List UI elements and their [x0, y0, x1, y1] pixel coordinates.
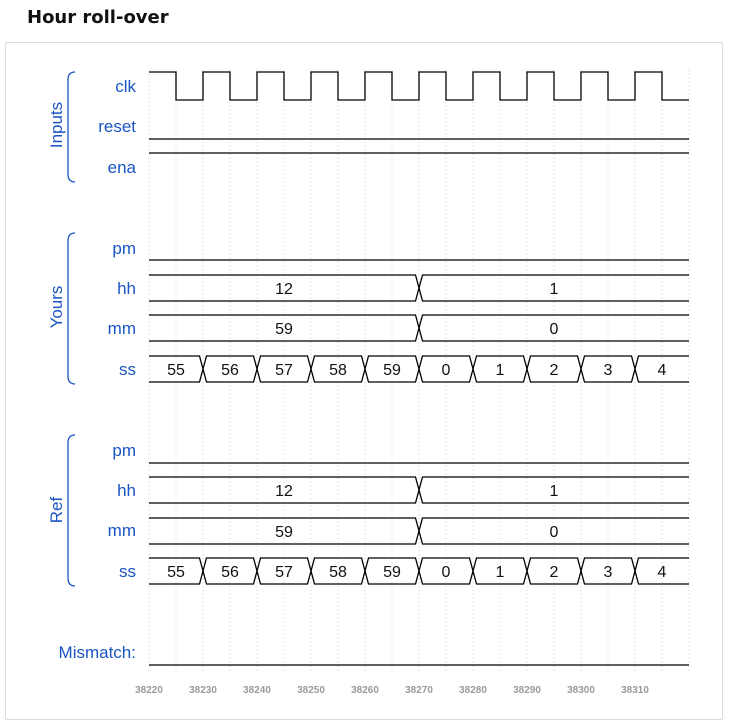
time-tick-38240: 38240 — [243, 685, 271, 696]
signal-label-yours-hh: hh — [117, 279, 136, 298]
wave-clk — [149, 72, 689, 100]
wave-yours-mm-value-1: 0 — [549, 321, 559, 338]
signal-label-ref-pm: pm — [112, 441, 136, 460]
signal-label-yours-pm: pm — [112, 239, 136, 258]
wave-ref-ss-value-6: 1 — [495, 564, 505, 581]
time-tick-38220: 38220 — [135, 685, 163, 696]
wave-yours-ss-value-5: 0 — [441, 362, 451, 379]
wave-yours-hh-value-1: 1 — [549, 281, 559, 298]
wave-ref-mm-value-0: 59 — [275, 524, 293, 541]
wave-ref-ss-value-2: 57 — [275, 564, 293, 581]
time-axis — [135, 685, 649, 696]
wave-ref-ss-value-0: 55 — [167, 564, 185, 581]
signal-label-ref-hh: hh — [117, 481, 136, 500]
group-label-yours: Yours — [47, 285, 66, 329]
time-tick-38230: 38230 — [189, 685, 217, 696]
wave-ref-hh-value-1: 1 — [549, 483, 559, 500]
brace-inputs — [68, 72, 75, 182]
group-label-inputs: Inputs — [47, 101, 66, 149]
time-tick-38300: 38300 — [567, 685, 595, 696]
signal-label-ena: ena — [107, 158, 136, 177]
wave-yours-ss-value-9: 4 — [657, 362, 667, 379]
wave-yours-ss-value-3: 58 — [329, 362, 347, 379]
brace-ref — [68, 435, 75, 586]
wave-yours-ss-value-2: 57 — [275, 362, 293, 379]
signal-label-ref-ss: ss — [119, 562, 136, 581]
signal-label-yours-mm: mm — [107, 319, 136, 338]
wave-yours-ss-value-1: 56 — [221, 362, 239, 379]
time-tick-38260: 38260 — [351, 685, 379, 696]
mismatch-label: Mismatch: — [58, 643, 136, 662]
wave-ref-ss-value-4: 59 — [383, 564, 401, 581]
wave-ref-hh-value-0: 12 — [275, 483, 293, 500]
wave-ref-ss-value-1: 56 — [221, 564, 239, 581]
wave-yours-ss-value-6: 1 — [495, 362, 505, 379]
wave-ref-mm-value-1: 0 — [549, 524, 559, 541]
time-tick-38250: 38250 — [297, 685, 325, 696]
wave-ref-ss-value-9: 4 — [657, 564, 667, 581]
signal-label-reset: reset — [98, 117, 136, 136]
time-tick-38310: 38310 — [621, 685, 649, 696]
signal-label-ref-mm: mm — [107, 521, 136, 540]
signal-label-clk: clk — [115, 77, 136, 96]
wave-yours-mm-value-0: 59 — [275, 321, 293, 338]
group-label-ref: Ref — [47, 496, 66, 524]
wave-ref-ss-value-8: 3 — [603, 564, 613, 581]
wave-yours-ss-value-7: 2 — [549, 362, 559, 379]
time-tick-38270: 38270 — [405, 685, 433, 696]
wave-yours-ss-value-4: 59 — [383, 362, 401, 379]
wave-ref-ss-value-7: 2 — [549, 564, 559, 581]
wave-ref-ss-value-3: 58 — [329, 564, 347, 581]
wave-yours-hh-value-0: 12 — [275, 281, 293, 298]
time-tick-38290: 38290 — [513, 685, 541, 696]
wave-yours-ss-value-8: 3 — [603, 362, 613, 379]
time-tick-38280: 38280 — [459, 685, 487, 696]
wave-ref-ss-value-5: 0 — [441, 564, 451, 581]
signal-label-yours-ss: ss — [119, 360, 136, 379]
wave-yours-ss-value-0: 55 — [167, 362, 185, 379]
brace-yours — [68, 233, 75, 384]
waveforms — [149, 72, 689, 665]
page-title: Hour roll-over — [27, 7, 169, 28]
